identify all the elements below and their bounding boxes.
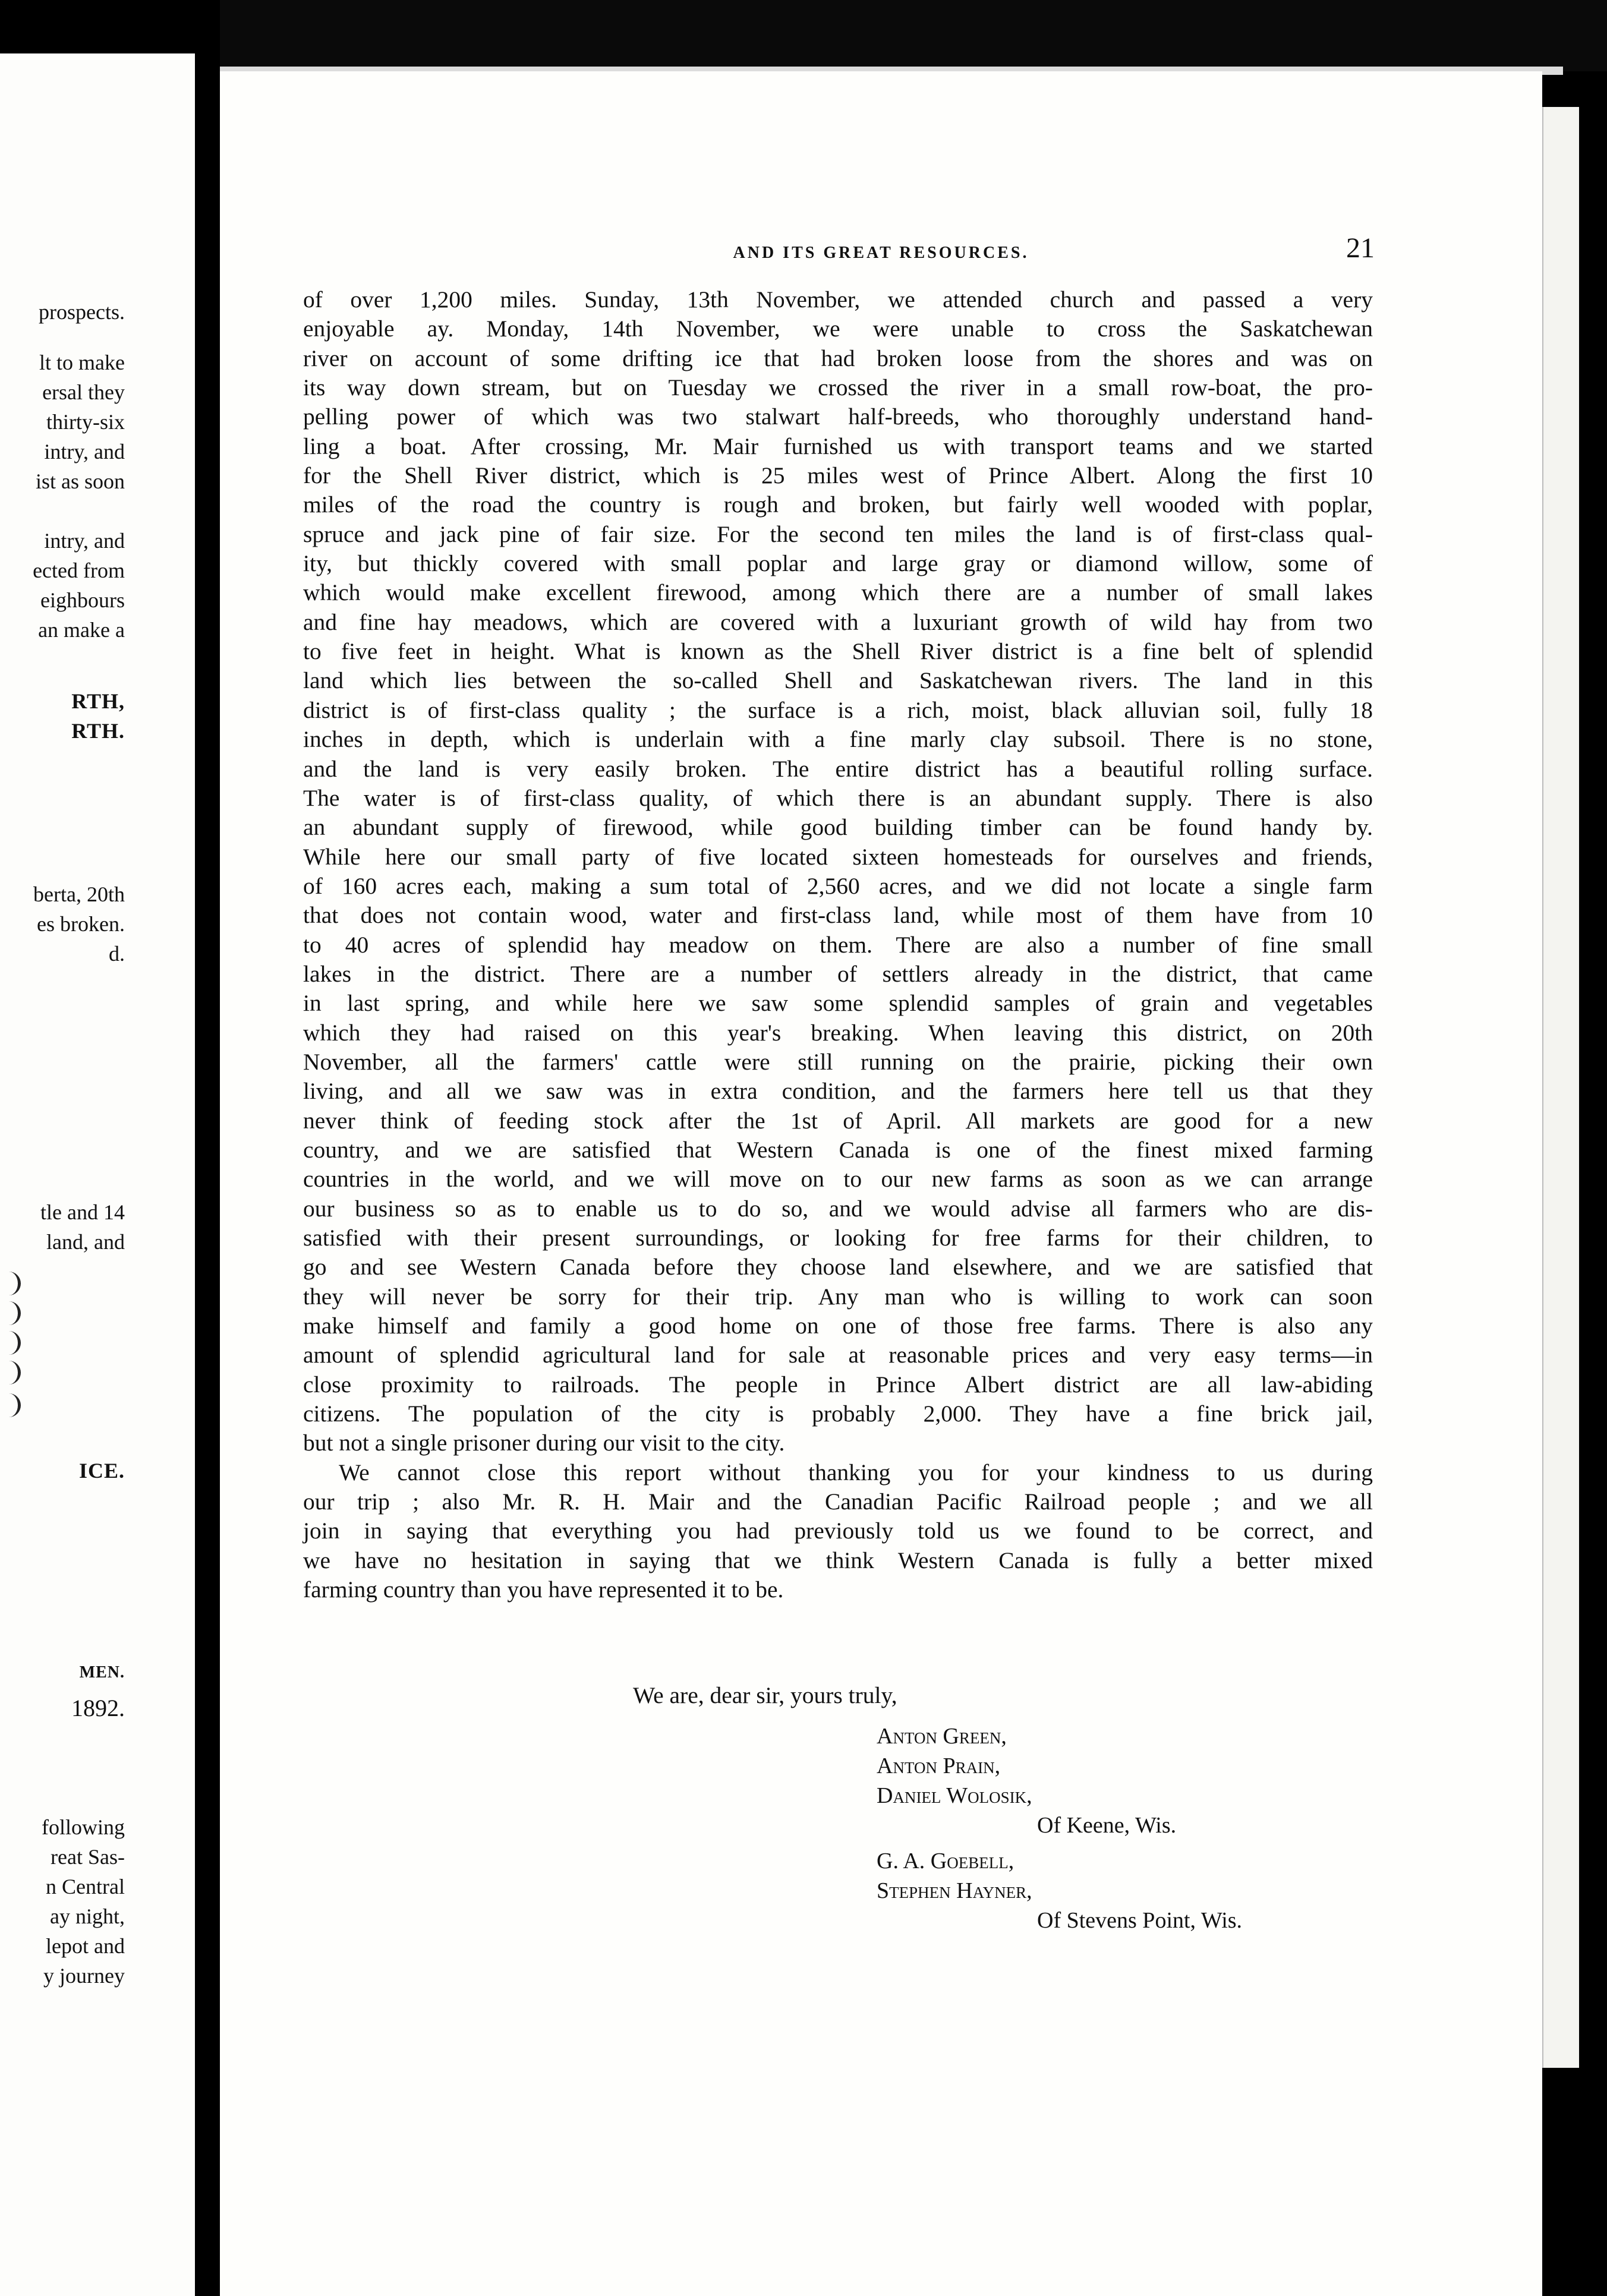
book-spine-gutter — [195, 0, 220, 2296]
body-line: farming country than you have represented it to be. — [303, 1576, 784, 1603]
left-fragment: prospects. — [39, 300, 125, 324]
body-line: which they had raised on this year's breaking. When leaving this district, on 20th — [303, 1019, 1373, 1046]
closing-line: We are, dear sir, yours truly, — [633, 1682, 897, 1708]
body-line: they will never be sorry for their trip. Any man who is willing to work can soon — [303, 1283, 1373, 1310]
left-fragment: ersal they — [42, 380, 125, 404]
left-fragment: tle and 14 — [40, 1200, 125, 1224]
left-fragment: ICE. — [78, 1459, 125, 1483]
brace-mark — [0, 1272, 21, 1295]
body-line: spruce and jack pine of fair size. For the second ten miles the land is of first-class qual- — [303, 521, 1373, 547]
left-fragment: following — [42, 1815, 125, 1839]
body-line: The water is of first-class quality, of which there is an abundant supply. There is also — [303, 784, 1373, 811]
body-line: While here our small party of five located sixteen homesteads for ourselves and friends, — [303, 843, 1373, 870]
body-line: satisfied with their present surroundings, or looking for free farms for their children, to — [303, 1225, 1373, 1251]
body-line: November, all the farmers' cattle were still running on the prairie, picking their own — [303, 1048, 1373, 1075]
body-line: for the Shell River district, which is 25 miles west of Prince Albert. Along the first 10 — [303, 462, 1373, 489]
left-fragment: d. — [109, 942, 125, 966]
signature-name: Daniel Wolosik, — [877, 1783, 1032, 1808]
body-line: to 40 acres of splendid hay meadow on them. There are also a number of fine small — [303, 931, 1373, 958]
left-fragment: lt to make — [39, 351, 125, 374]
left-fragment: n Central — [46, 1875, 125, 1898]
body-line: ity, but thickly covered with small poplar and large gray or diamond willow, some of — [303, 550, 1373, 577]
left-fragment: thirty-six — [46, 410, 125, 434]
body-line: and the land is very easily broken. The entire district has a beautiful rolling surface. — [303, 755, 1373, 782]
body-line: district is of first-class quality ; the surface is a rich, moist, black alluvian soil, fully 18 — [303, 696, 1373, 723]
brace-mark — [0, 1361, 21, 1384]
left-fragment: an make a — [38, 618, 125, 642]
scan-border-top — [220, 0, 1607, 71]
left-fragment: es broken. — [37, 912, 125, 936]
body-line: lakes in the district. There are a number of settlers already in the district, that came — [303, 960, 1373, 987]
page-edge-right — [1542, 107, 1579, 2068]
signature-name: G. A. Goebell, — [877, 1849, 1014, 1874]
body-line: land which lies between the so-called Shell and Saskatchewan rivers. The land in this — [303, 667, 1373, 694]
body-line: river on account of some drifting ice that had broken loose from the shores and was on — [303, 345, 1373, 371]
body-line: its way down stream, but on Tuesday we crossed the river in a small row-boat, the pro- — [303, 374, 1373, 401]
body-line: amount of splendid agricultural land for sale at reasonable prices and very easy terms—in — [303, 1342, 1373, 1368]
body-line: an abundant supply of firewood, while good building timber can be found handy by. — [303, 814, 1373, 841]
brace-mark — [0, 1393, 21, 1417]
body-line: our trip ; also Mr. R. H. Mair and the Canadian Pacific Railroad people ; and we all — [303, 1488, 1373, 1515]
brace-mark — [0, 1301, 21, 1325]
body-line: join in saying that everything you had previously told us we found to be correct, and — [303, 1518, 1373, 1544]
left-fragment: intry, and — [44, 529, 125, 553]
body-line: miles of the road the country is rough and broken, but fairly well wooded with poplar, — [303, 491, 1373, 518]
body-line: of 160 acres each, making a sum total of 2,560 acres, and we did not locate a single farm — [303, 872, 1373, 899]
left-fragment: reat Sas- — [51, 1845, 125, 1869]
left-fragment: land, and — [46, 1230, 125, 1254]
brace-mark — [0, 1331, 21, 1355]
body-line: country, and we are satisfied that Western Canada is one of the finest mixed farming — [303, 1136, 1373, 1163]
body-line: close proximity to railroads. The people in Prince Albert district are all law-abiding — [303, 1371, 1373, 1398]
body-line: but not a single prisoner during our visit to the city. — [303, 1430, 785, 1456]
body-line: of over 1,200 miles. Sunday, 13th November, we attended church and passed a very — [303, 286, 1373, 313]
body-line: our business so as to enable us to do so, and we would advise all farmers who are dis- — [303, 1195, 1373, 1222]
document-page — [220, 71, 1542, 2296]
body-line: which would make excellent firewood, among which there are a number of small lakes — [303, 579, 1373, 606]
body-line: enjoyable ay. Monday, 14th November, we were unable to cross the Saskatchewan — [303, 316, 1373, 342]
left-fragment: y journey — [43, 1964, 125, 1988]
page-number: 21 — [1346, 232, 1375, 264]
body-line: we have no hesitation in saying that we think Western Canada is fully a better mixed — [303, 1547, 1373, 1573]
body-line: to five feet in height. What is known as the Shell River district is a fine belt of splendid — [303, 638, 1373, 665]
left-fragment: ected from — [33, 559, 125, 582]
running-head: AND ITS GREAT RESOURCES. — [733, 244, 1029, 262]
body-line: citizens. The population of the city is probably 2,000. They have a fine brick jail, — [303, 1401, 1373, 1427]
left-fragment: intry, and — [44, 440, 125, 463]
body-line: never think of feeding stock after the 1st of April. All markets are good for a new — [303, 1107, 1373, 1134]
left-fragment: ay night, — [50, 1904, 125, 1928]
left-fragment: eighbours — [40, 588, 125, 612]
body-line: We cannot close this report without thanking you for your kindness to us during — [339, 1459, 1373, 1486]
left-fragment: 1892. — [71, 1695, 125, 1721]
body-line: make himself and family a good home on one of those free farms. There is also any — [303, 1313, 1373, 1339]
left-fragment: RTH, — [71, 689, 125, 713]
left-fragment: RTH. — [71, 719, 125, 743]
body-line: in last spring, and while here we saw some splendid samples of grain and vegetables — [303, 990, 1373, 1017]
left-fragment: ist as soon — [35, 469, 125, 493]
left-fragment: lepot and — [46, 1934, 125, 1958]
body-line: inches in depth, which is underlain with a fine marly clay subsoil. There is no stone, — [303, 726, 1373, 753]
body-line: go and see Western Canada before they choose land elsewhere, and we are satisfied that — [303, 1254, 1373, 1281]
letter-body — [303, 285, 1373, 1604]
signature-name: Stephen Hayner, — [877, 1878, 1032, 1903]
left-facing-page — [0, 53, 195, 2296]
body-line: and fine hay meadows, which are covered with a luxuriant growth of wild hay from two — [303, 608, 1373, 635]
body-line: countries in the world, and we will move on to our new farms as soon as we can arrange — [303, 1166, 1373, 1193]
signature-name: Anton Green, — [877, 1724, 1007, 1749]
left-fragment: berta, 20th — [33, 882, 125, 906]
body-line: living, and all we saw was in extra condition, and the farmers here tell us that they — [303, 1078, 1373, 1105]
signature-location: Of Stevens Point, Wis. — [1037, 1908, 1243, 1933]
signature-location: Of Keene, Wis. — [1037, 1813, 1177, 1838]
signature-name: Anton Prain, — [877, 1753, 1001, 1778]
body-line: ling a boat. After crossing, Mr. Mair furnished us with transport teams and we started — [303, 433, 1373, 459]
left-fragment: MEN. — [79, 1663, 125, 1682]
body-line: pelling power of which was two stalwart half-breeds, who thoroughly understand hand- — [303, 403, 1373, 430]
body-line: that does not contain wood, water and first-class land, while most of them have from 10 — [303, 902, 1373, 929]
